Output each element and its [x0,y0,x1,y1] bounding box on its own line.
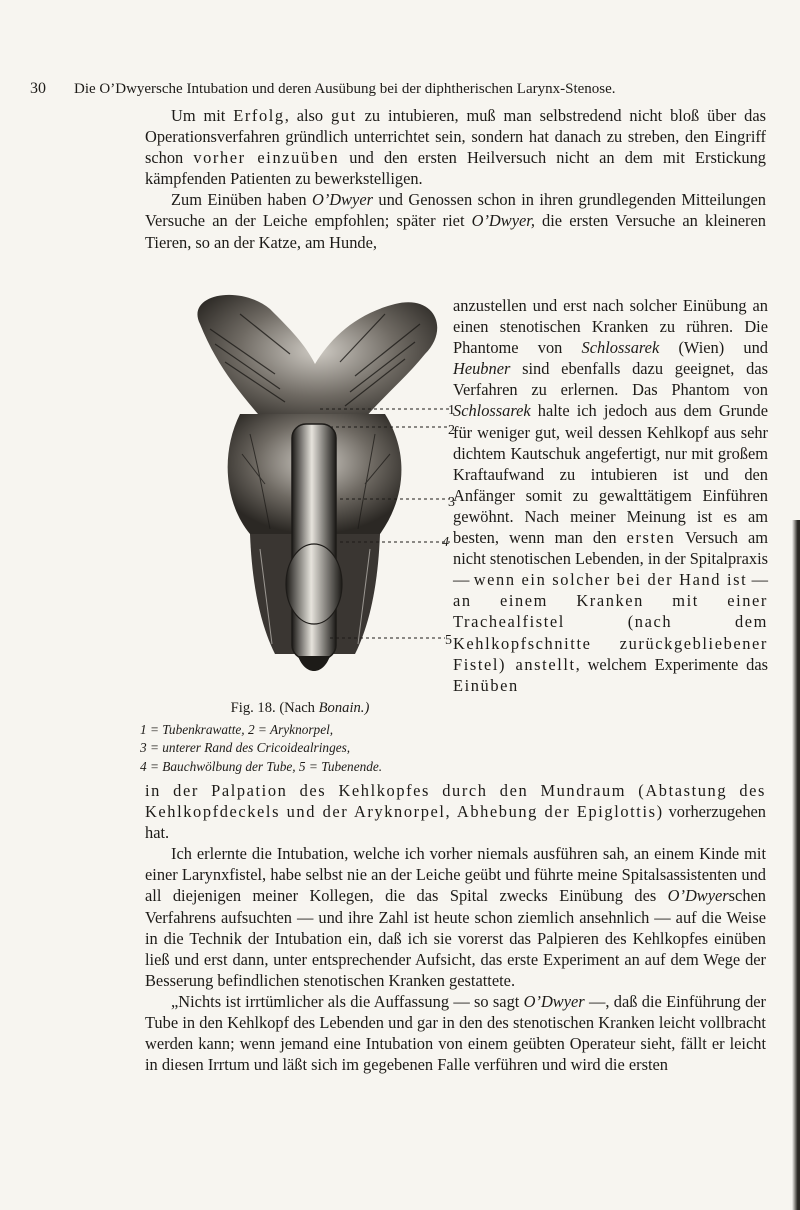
text-run: und den ersten Heilversuch nicht an dem mit Erstickung kämpfenden Patienten zu bewerkstelligen. [145,148,766,189]
text-run: zu intubieren, muß man selbstredend nicht bloß über das Operationsverfahren gründlich unterrichtet sein, sondern hat danach zu streben, den Eingriff schon [145,106,766,168]
caption-title: Fig. 18. (Nach [230,700,319,716]
text-run: „Nichts ist irrtümlicher als die Auffassung — so sagt [171,991,524,1011]
text-run: halte ich jedoch aus dem Grunde für weniger gut, weil dessen Kehlkopf aus sehr dichtem Kautschuk angefertigt, nur mit großem Kraftaufwand zu intubieren ist und den Anfänger somit zu gewalttätigem Einführen gewöhnt. Nach meiner Meinung ist es am besten, wenn man den [453,401,768,548]
caption-author: Bonain.) [318,700,370,716]
caption-legend-line-1: 1 = Tubenkrawatte, 2 = Aryknorpel, [140,721,334,737]
text-run: —, daß die Einführung der Tube in den Kehlkopf des Lebenden und gar in den des stenotischen Kranken leicht vollbracht werden kann; wenn jemand eine Intubation von einem geübten Operateur sieht, fällt er leicht in diesen Irrtum und läßt sich im gegebenen Falle verführen und wird die ersten [145,991,766,1075]
text-run: , welchem Experimente das [575,654,768,674]
running-title: Die O’Dwyersche Intubation und deren Ausübung bei der diphtherischen Larynx-Stenose. [74,81,616,97]
text-run: O’Dwyer [311,190,373,210]
text-run: vorher einzuüben [193,148,340,168]
text-run: Einüben [453,675,519,695]
paragraph-3 [145,843,766,991]
text-run: sind ebenfalls dazu geeignet, das Verfahren zu erlernen. Das Phantom von [453,359,768,400]
figure-label-5: 5 [445,633,452,648]
text-run: O’Dwyer, [471,211,535,231]
figure-label-3: 3 [448,495,455,510]
text-run: und Genossen schon in ihren grundlegenden Mitteilungen Versuche an der Leiche empfohlen; später riet [145,190,766,231]
text-block-side [453,295,768,696]
text-run: Zum Einüben haben [171,190,312,210]
text-run: — [747,570,768,590]
text-run: die ersten Versuche an kleineren Tieren, so an der Katze, am Hunde, [145,211,766,252]
running-header [30,80,770,98]
text-block-top [145,105,766,253]
text-run: wenn ein solcher bei der Hand ist [473,570,748,590]
paragraph-1 [145,105,766,189]
text-run: Schlossarek [453,401,531,421]
figure-label-2: 2 [448,423,455,438]
text-run: Ich erlernte die Intubation, welche ich vorher niemals ausführen sah, an einem Kinde mit einer Larynxfistel, habe selbst nie an der Leiche geübt und führte meine Spitalsassistenten und all diejenigen meiner Kollegen, die das Spital zwecks Einübung des [145,844,766,906]
text-run: vorherzugehen hat. [145,802,766,843]
text-run: Versuch am nicht stenotischen Lebenden, in der Spitalpraxis — [453,528,768,590]
paragraph-2-end [145,780,766,843]
paragraph-4 [145,991,766,1075]
text-block-bottom [145,780,766,1075]
page-edge-shadow [792,520,800,1210]
figure-label-1: 1 [448,403,455,418]
text-run: Schlossarek [581,338,660,358]
caption-legend-line-2: 3 = unterer Rand des Cricoidealringes, [140,740,351,755]
figure-larynx-specimen [180,284,455,689]
text-run: in der Palpation des Kehlkopfes durch den Mundraum (Abtastung des Kehlkopfdeckels und der Aryknorpel, Abhebung der Epiglottis) [145,781,766,822]
text-run: (Wien) und [659,338,768,358]
page-number: 30 [30,80,46,97]
figure-label-4: 4 [442,535,449,550]
text-run: gut [331,106,357,125]
caption-legend-line-3: 4 = Bauchwölbung der Tube, 5 = Tubenende. [140,758,383,774]
text-run: ersten [626,528,676,548]
figure-caption [140,699,460,776]
paragraph-2-start [145,189,766,252]
paragraph-2-continued [453,295,768,696]
text-run: O’Dwyer [667,886,729,906]
specimen-drawing [197,295,437,671]
text-run: anzustellen und erst nach solcher Einübung an einen stenotischen Kranken zu rühren. Die Phantome von [453,296,768,358]
text-run: an einem Kranken mit einer Trachealfistel (nach dem Kehlkopfschnitte zurückgebliebener Fistel) anstellt [453,591,768,674]
text-run: O’Dwyer [523,991,585,1011]
text-run: Erfolg [233,106,285,125]
text-run: , also [284,106,332,125]
text-run: schen Verfahrens aufsuchten — und ihre Zahl ist heute schon ziemlich ansehnlich — auf die Weise in die Technik der Intubation ein, daß ich sie vorerst das Palpieren des Kehlkopfes einüben ließ und erst dann, unter entsprechender Aufsicht, das erste Experiment an auf dem Wege der Besserung befindlichen stenotischen Kranken gestattete. [145,886,766,990]
text-run: Um mit [171,106,234,125]
text-run: Heubner [453,359,511,379]
